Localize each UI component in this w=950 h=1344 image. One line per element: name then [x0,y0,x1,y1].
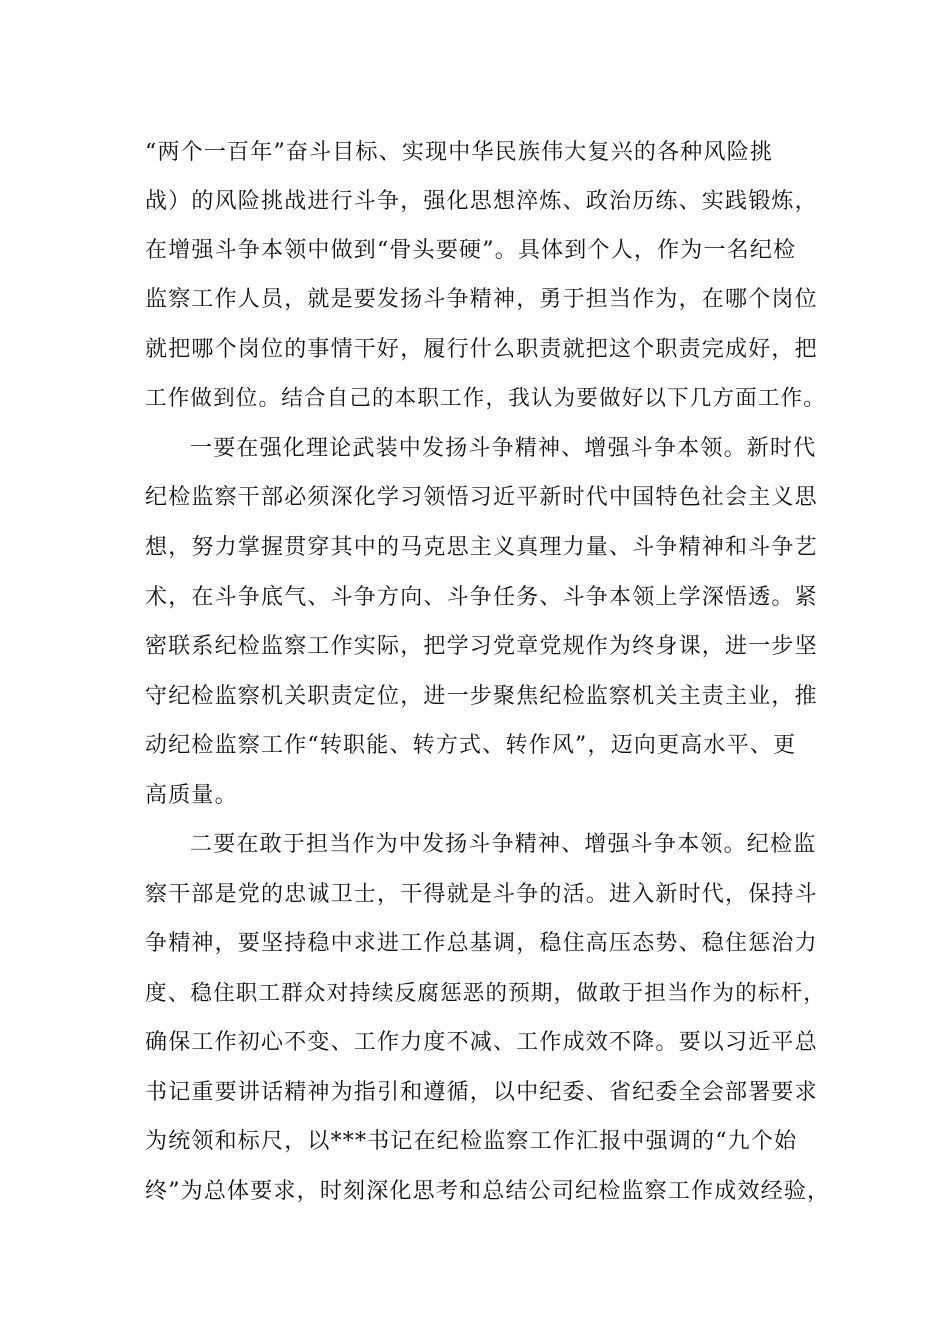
text-line: 高质量。 [145,783,238,808]
text-line: 想，努力掌握贯穿其中的马克思主义真理力量、斗争精神和斗争艺 [145,535,818,560]
text-line: 监察工作人员，就是要发扬斗争精神，勇于担当作为，在哪个岗位 [145,287,818,312]
text-line: 书记重要讲话精神为指引和遵循，以中纪委、省纪委全会部署要求 [145,1080,818,1105]
text-line: 术，在斗争底气、斗争方向、斗争任务、斗争本领上学深悟透。紧 [145,585,818,610]
text-line: “两个一百年”奋斗目标、实现中华民族伟大复兴的各种风险挑 [145,140,774,165]
paragraph-first-line: 一要在强化理论武装中发扬斗争精神、增强斗争本领。新时代 [190,436,817,461]
text-line: 密联系纪检监察工作实际，把学习党章党规作为终身课，进一步坚 [145,634,818,659]
paragraph-first-line: 二要在敢于担当作为中发扬斗争精神、增强斗争本领。纪检监 [190,832,817,857]
text-line: 就把哪个岗位的事情干好，履行什么职责就把这个职责完成好，把 [145,337,818,362]
text-line: 争精神，要坚持稳中求进工作总基调，稳住高压态势、稳住惩治力 [145,931,818,956]
text-line: 度、稳住职工群众对持续反腐惩恶的预期，做敢于担当作为的标杆， [145,981,827,1006]
text-line: 工作做到位。结合自己的本职工作，我认为要做好以下几方面工作。 [145,386,827,411]
text-line: 动纪检监察工作“转职能、转方式、转作风”，迈向更高水平、更 [145,733,797,758]
text-line: 终”为总体要求，时刻深化思考和总结公司纪检监察工作成效经验， [145,1179,831,1204]
text-line: 在增强斗争本领中做到“骨头要硬”。具体到个人，作为一名纪检 [145,238,797,263]
text-line: 战）的风险挑战进行斗争，强化思想淬炼、政治历练、实践锻炼， [145,189,818,214]
text-line: 守纪检监察机关职责定位，进一步聚焦纪检监察机关主责主业，推 [145,684,818,709]
text-line: 为统领和标尺，以***书记在纪检监察工作汇报中强调的“九个始 [145,1129,798,1154]
text-line: 确保工作初心不变、工作力度不减、工作成效不降。要以习近平总 [145,1030,818,1055]
text-line: 纪检监察干部必须深化学习领悟习近平新时代中国特色社会主义思 [145,485,818,510]
text-line: 察干部是党的忠诚卫士，干得就是斗争的活。进入新时代，保持斗 [145,882,818,907]
